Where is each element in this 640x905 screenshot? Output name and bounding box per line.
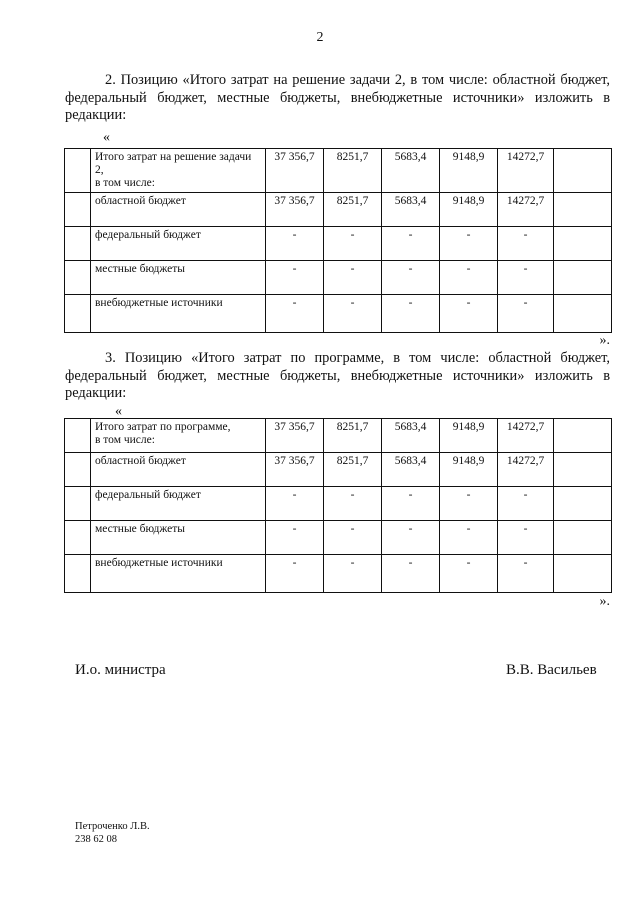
value-cell-v2: - (324, 487, 382, 521)
value-cell-v1: - (266, 555, 324, 593)
value-cell-v2: - (324, 521, 382, 555)
value-cell-v2: - (324, 227, 382, 261)
section-3-close-quote: ». (599, 594, 610, 609)
executor-block (75, 820, 150, 846)
empty-cell (554, 193, 612, 227)
value-cell-v1: - (266, 521, 324, 555)
value-cell-v5: 14272,7 (498, 453, 554, 487)
row-label: внебюджетные источники (91, 555, 266, 593)
value-cell-v5: 14272,7 (498, 149, 554, 193)
table-row (65, 295, 612, 333)
value-cell-v5: - (498, 295, 554, 333)
value-cell-v2: - (324, 295, 382, 333)
row-index-cell (65, 453, 91, 487)
row-index-cell (65, 521, 91, 555)
empty-cell (554, 453, 612, 487)
row-label: Итого затрат по программе, в том числе: (91, 419, 266, 453)
row-index-cell (65, 419, 91, 453)
value-cell-v3: 5683,4 (382, 419, 440, 453)
value-cell-v2: 8251,7 (324, 453, 382, 487)
value-cell-v1: - (266, 261, 324, 295)
section-3-paragraph (65, 350, 610, 403)
section-3-number: 3. (105, 350, 116, 366)
empty-cell (554, 261, 612, 295)
value-cell-v4: - (440, 521, 498, 555)
value-cell-v4: 9148,9 (440, 419, 498, 453)
executor-name: Петроченко Л.В. (75, 821, 150, 832)
value-cell-v1: 37 356,7 (266, 419, 324, 453)
value-cell-v1: - (266, 487, 324, 521)
table-row (65, 453, 612, 487)
value-cell-v4: - (440, 555, 498, 593)
table-row (65, 149, 612, 193)
value-cell-v1: 37 356,7 (266, 149, 324, 193)
executor-phone: 238 62 08 (75, 834, 117, 845)
table-row (65, 261, 612, 295)
empty-cell (554, 149, 612, 193)
value-cell-v5: 14272,7 (498, 419, 554, 453)
value-cell-v3: - (382, 295, 440, 333)
row-label: местные бюджеты (91, 521, 266, 555)
value-cell-v5: - (498, 521, 554, 555)
row-label: федеральный бюджет (91, 487, 266, 521)
value-cell-v5: - (498, 555, 554, 593)
section-2-open-quote: « (103, 130, 110, 145)
row-index-cell (65, 193, 91, 227)
value-cell-v3: 5683,4 (382, 453, 440, 487)
row-index-cell (65, 227, 91, 261)
value-cell-v3: 5683,4 (382, 193, 440, 227)
value-cell-v4: 9148,9 (440, 149, 498, 193)
value-cell-v3: - (382, 261, 440, 295)
table-row (65, 227, 612, 261)
section-3-open-quote: « (115, 404, 122, 419)
value-cell-v4: 9148,9 (440, 453, 498, 487)
row-index-cell (65, 295, 91, 333)
value-cell-v4: 9148,9 (440, 193, 498, 227)
value-cell-v1: - (266, 295, 324, 333)
section-2-text: Позицию «Итого затрат на решение задачи 2, в том числе: областной бюджет, федеральный бюджет, местные бюджеты, внебюджетные источники» изложить в редакции: (65, 72, 610, 123)
table-row (65, 419, 612, 453)
row-label: областной бюджет (91, 453, 266, 487)
value-cell-v3: - (382, 227, 440, 261)
row-index-cell (65, 149, 91, 193)
row-label: областной бюджет (91, 193, 266, 227)
page-number: 2 (316, 30, 324, 45)
value-cell-v2: - (324, 261, 382, 295)
section-2-paragraph (65, 72, 610, 125)
value-cell-v2: 8251,7 (324, 193, 382, 227)
section-2-number: 2. (105, 72, 116, 88)
value-cell-v5: - (498, 487, 554, 521)
section-3-text: Позицию «Итого затрат по программе, в том числе: областной бюджет, федеральный бюджет, местные бюджеты, внебюджетные источники» изложить в редакции: (65, 350, 610, 401)
empty-cell (554, 521, 612, 555)
value-cell-v2: 8251,7 (324, 149, 382, 193)
value-cell-v2: - (324, 555, 382, 593)
value-cell-v4: - (440, 487, 498, 521)
value-cell-v1: 37 356,7 (266, 193, 324, 227)
row-label: местные бюджеты (91, 261, 266, 295)
row-label: внебюджетные источники (91, 295, 266, 333)
signatory-title: И.о. министра (75, 662, 166, 678)
section-3-table (64, 418, 612, 593)
value-cell-v4: - (440, 295, 498, 333)
empty-cell (554, 487, 612, 521)
value-cell-v3: - (382, 521, 440, 555)
empty-cell (554, 227, 612, 261)
row-index-cell (65, 487, 91, 521)
row-index-cell (65, 261, 91, 295)
table-row (65, 193, 612, 227)
empty-cell (554, 419, 612, 453)
empty-cell (554, 295, 612, 333)
value-cell-v3: - (382, 555, 440, 593)
value-cell-v5: 14272,7 (498, 193, 554, 227)
value-cell-v5: - (498, 261, 554, 295)
value-cell-v2: 8251,7 (324, 419, 382, 453)
row-label: федеральный бюджет (91, 227, 266, 261)
value-cell-v4: - (440, 227, 498, 261)
row-index-cell (65, 555, 91, 593)
table-row (65, 555, 612, 593)
value-cell-v3: - (382, 487, 440, 521)
table-row (65, 487, 612, 521)
section-2-close-quote: ». (599, 333, 610, 348)
empty-cell (554, 555, 612, 593)
value-cell-v1: - (266, 227, 324, 261)
row-label: Итого затрат на решение задачи 2, в том числе: (91, 149, 266, 193)
table-row (65, 521, 612, 555)
signatory-name: В.В. Васильев (506, 662, 597, 678)
value-cell-v1: 37 356,7 (266, 453, 324, 487)
value-cell-v5: - (498, 227, 554, 261)
value-cell-v3: 5683,4 (382, 149, 440, 193)
value-cell-v4: - (440, 261, 498, 295)
section-2-table (64, 148, 612, 333)
